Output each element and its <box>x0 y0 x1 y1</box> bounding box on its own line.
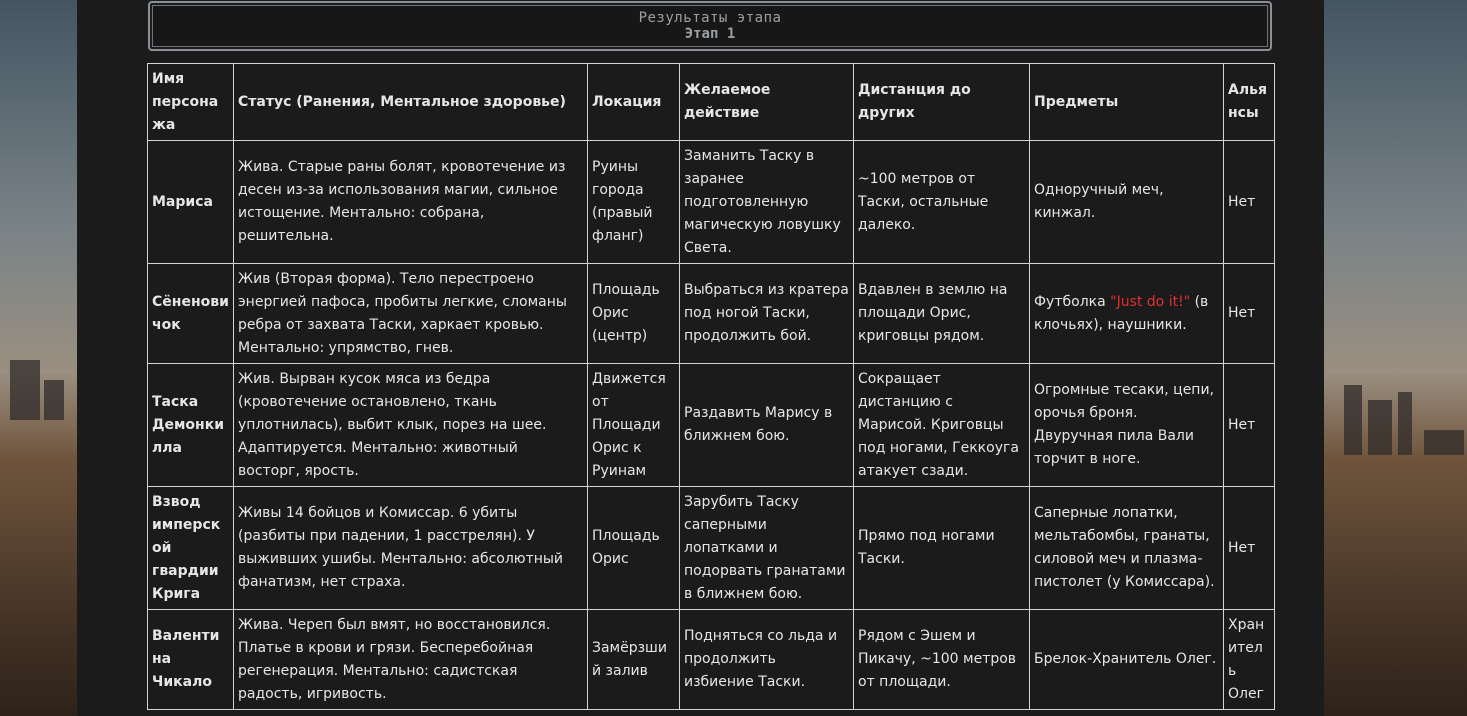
cell-alliances: Нет <box>1224 487 1275 610</box>
cell-distance: Прямо под ногами Таски. <box>854 487 1030 610</box>
header-alliances: Альянсы <box>1224 64 1275 141</box>
header-name: Имя персонажа <box>148 64 234 141</box>
cell-alliances: Нет <box>1224 264 1275 364</box>
cell-distance: Вдавлен в землю на площади Орис, криговцы рядом. <box>854 264 1030 364</box>
cell-status: Жив. Вырван кусок мяса из бедра (кровотечение остановлено, ткань уплотнилась), выбит клык, порез на шее. Адаптируется. Ментально: животный восторг, ярость. <box>234 364 588 487</box>
cell-distance: ~100 метров от Таски, остальные далеко. <box>854 141 1030 264</box>
cell-alliances: Нет <box>1224 364 1275 487</box>
header-distance: Дистанция до других <box>854 64 1030 141</box>
table-row <box>148 610 1275 710</box>
cell-name: Валентина Чикало <box>148 610 234 710</box>
cell-status: Живы 14 бойцов и Комиссар. 6 убиты (разбиты при падении, 1 расстрелян). У выживших ушибы. Ментально: абсолютный фанатизм, нет страха. <box>234 487 588 610</box>
header-status: Статус (Ранения, Ментальное здоровье) <box>234 64 588 141</box>
table-row <box>148 364 1275 487</box>
items-accent-text: "Just do it!" <box>1110 293 1191 310</box>
header-action: Желаемое действие <box>680 64 854 141</box>
cell-action: Подняться со льда и продолжить избиение Таски. <box>680 610 854 710</box>
table-row <box>148 141 1275 264</box>
cell-distance: Сокращает дистанцию с Марисой. Криговцы под ногами, Геккоуга атакует сзади. <box>854 364 1030 487</box>
cell-items: Огромные тесаки, цепи, орочья броня. Двуручная пила Вали торчит в ноге. <box>1030 364 1224 487</box>
cell-status: Жив (Вторая форма). Тело перестроено энергией пафоса, пробиты легкие, сломаны ребра от захвата Таски, харкает кровью. Ментально: упрямство, гнев. <box>234 264 588 364</box>
cell-action: Выбраться из кратера под ногой Таски, продолжить бой. <box>680 264 854 364</box>
background-landscape-right <box>1324 0 1467 716</box>
content-panel <box>77 0 1324 716</box>
table-row <box>148 264 1275 364</box>
cell-name: Взвод имперской гвардии Крига <box>148 487 234 610</box>
cell-location: Движется от Площади Орис к Руинам <box>588 364 680 487</box>
cell-location: Площадь Орис (центр) <box>588 264 680 364</box>
stage-results-header <box>148 1 1272 51</box>
background-landscape-left <box>0 0 77 716</box>
table-row <box>148 487 1275 610</box>
cell-action: Зарубить Таску саперными лопатками и подорвать гранатами в ближнем бою. <box>680 487 854 610</box>
header-location: Локация <box>588 64 680 141</box>
items-text-suffix: (в клочьях), наушники. <box>1034 293 1209 333</box>
cell-name: Таска Демонкилла <box>148 364 234 487</box>
cell-items: Саперные лопатки, мельтабомбы, гранаты, силовой меч и плазма-пистолет (у Комиссара). <box>1030 487 1224 610</box>
cell-location: Руины города (правый фланг) <box>588 141 680 264</box>
cell-items: Брелок-Хранитель Олег. <box>1030 610 1224 710</box>
cell-name: Мариса <box>148 141 234 264</box>
cell-distance: Рядом с Эшем и Пикачу, ~100 метров от площади. <box>854 610 1030 710</box>
cell-action: Заманить Таску в заранее подготовленную магическую ловушку Света. <box>680 141 854 264</box>
cell-status: Жива. Старые раны болят, кровотечение из десен из-за использования магии, сильное истощение. Ментально: собрана, решительна. <box>234 141 588 264</box>
results-table <box>147 63 1275 710</box>
cell-location: Замёрзший залив <box>588 610 680 710</box>
stage-subtitle: Этап 1 <box>684 26 736 42</box>
table-header-row <box>148 64 1275 141</box>
cell-alliances: Хранитель Олег <box>1224 610 1275 710</box>
cell-items <box>1030 264 1224 364</box>
cell-items: Одноручный меч, кинжал. <box>1030 141 1224 264</box>
cell-name: Сёненовичок <box>148 264 234 364</box>
cell-location: Площадь Орис <box>588 487 680 610</box>
cell-status: Жива. Череп был вмят, но восстановился. Платье в крови и грязи. Бесперебойная регенерация. Ментально: садистская радость, игривость. <box>234 610 588 710</box>
cell-action: Раздавить Марису в ближнем бою. <box>680 364 854 487</box>
cell-alliances: Нет <box>1224 141 1275 264</box>
items-text-prefix: Футболка <box>1034 293 1111 310</box>
header-items: Предметы <box>1030 64 1224 141</box>
stage-title: Результаты этапа <box>638 10 782 26</box>
